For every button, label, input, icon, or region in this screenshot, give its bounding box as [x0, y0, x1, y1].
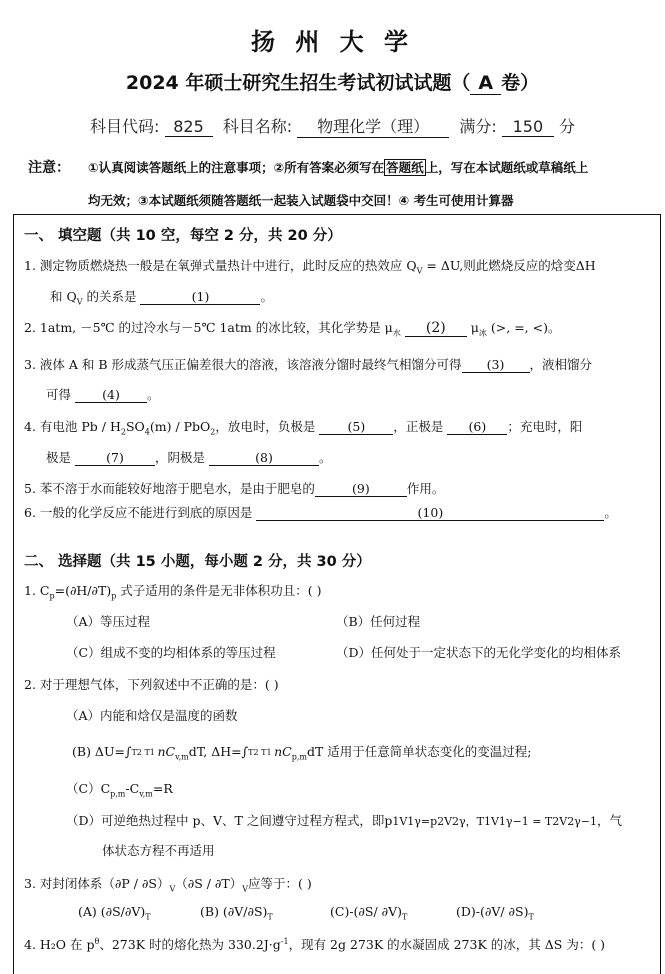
blank-3: (3): [462, 357, 530, 373]
s1-q2-mu2: μ: [470, 320, 479, 335]
blank-9: (9): [315, 481, 407, 497]
s2-q2b-text-c: dT, ΔH=∫: [188, 744, 249, 759]
s1-q2: [24, 318, 560, 339]
blank-5: (5): [319, 419, 393, 435]
score-label: 满分:: [459, 117, 497, 136]
s2-q1-option-d: （D）任何处于一定状态下的无化学变化的均相体系: [336, 645, 622, 660]
s2-q1-text: 1. C: [24, 583, 50, 598]
s1-q1-line1: [24, 256, 596, 276]
s2-q1: [24, 581, 322, 601]
s2-q3-text-c: 应等于：( ): [248, 876, 312, 891]
s2-q4-text-c: ，现有 2g 273K 的水凝固成 273K 的冰，其 ΔS 为：( ): [288, 937, 606, 952]
s2-q2b-text-d: nC: [270, 744, 292, 759]
s2-q1-sub2: p: [111, 591, 117, 601]
code-label: 科目代码:: [90, 117, 160, 136]
s2-q3: [24, 874, 312, 894]
blank-7: (7): [75, 450, 155, 466]
s2-q4-text-b: 、273K 时的熔化热为 330.2J·g: [99, 937, 281, 952]
s2-q4: [24, 935, 605, 953]
s2-q3c-sub: T: [402, 912, 408, 922]
s2-q2c-text-c: =R: [152, 781, 173, 796]
s1-q2-text-c: (>, =, <)。: [490, 320, 561, 335]
notice-line-2: 均无效；③本试题纸须随答题纸一起装入试题袋中交回！④ 考生可使用计算器: [88, 193, 514, 208]
s1-q4-sub3: 2: [210, 427, 216, 437]
s2-q3c-text: (C)-(∂S/ ∂V): [330, 904, 402, 919]
s2-q3b-sub: T: [267, 912, 273, 922]
university-name: 扬 州 大 学: [250, 28, 415, 56]
name-value: 物理化学（理）: [297, 114, 449, 138]
s2-q2d-text-b: ，气: [596, 813, 622, 828]
s2-q1-option-a: （A）等压过程: [66, 614, 151, 629]
s1-q4-line1: [24, 417, 582, 437]
s2-q3-option-c: [330, 904, 407, 922]
blank-2: (2): [405, 320, 467, 337]
s2-q2b-text-a: (B) ΔU=∫: [72, 744, 132, 759]
notice-line-1b: 上，写在本试题纸或草稿纸上: [425, 160, 589, 175]
s2-q1-text-b: =(∂H/∂T): [54, 583, 112, 598]
s1-q1-line2: 和 $Q_V$ 的关系是 (1) 。: [50, 289, 273, 307]
subject-meta: [0, 114, 665, 138]
s1-q4-text-a3: (m) / PbO: [149, 419, 211, 434]
blank-10: (10): [256, 505, 604, 521]
section1-heading: 一、 填空题（共 10 空，每空 2 分，共 20 分）: [24, 228, 342, 244]
s1-q4-text-b: ，正极是: [393, 419, 444, 434]
blank-6: (6): [447, 419, 507, 435]
s1-q5: [24, 479, 444, 497]
s2-q2c-text-b: -C: [125, 781, 140, 796]
s2-q2-option-d-line2: 体状态方程不再适用: [102, 843, 215, 858]
s2-q3-option-b: [200, 904, 273, 922]
s1-q6: 6. 一般的化学反应不能进行到底的原因是 (10) 。: [24, 505, 617, 520]
s2-q2c-sub1: p,m: [110, 789, 126, 799]
s2-q3b-text: (B) (∂V/∂S): [200, 904, 268, 919]
s2-q2-option-b: [72, 742, 532, 762]
s1-q6-text-a: 6. 一般的化学反应不能进行到底的原因是: [24, 505, 253, 520]
notice-boxed-word: 答题纸: [386, 160, 424, 175]
s2-q4-sup2: -1: [280, 936, 289, 946]
s2-q3d-text: (D)-(∂V/ ∂S): [456, 904, 529, 919]
blank-4: (4): [75, 387, 147, 403]
s1-q5-text-a: 5. 苯不溶于水而能较好地溶于肥皂水，是由于肥皂的: [24, 481, 315, 496]
s1-q2-text-a: 2. 1atm, －5℃ 的过冷水与－5℃ 1atm 的冰比较，其化学势是 μ: [24, 320, 393, 335]
s2-q1-sub: p: [49, 591, 55, 601]
s2-q2b-sub2: p,m: [291, 752, 307, 762]
section2-heading: 二、 选择题（共 15 小题，每小题 2 分，共 30 分）: [24, 554, 371, 570]
s2-q2b-limits-1: T2 T1: [131, 748, 155, 757]
score-value: 150: [502, 117, 554, 137]
notice-label: 注意：: [28, 160, 70, 176]
s1-q1-text-b2: 的关系是: [82, 289, 137, 304]
s2-q2-option-c: [66, 779, 173, 799]
exam-title: [0, 68, 665, 95]
s1-q1-sub-a: V: [416, 266, 423, 276]
s1-q4-text-d: 极是: [46, 450, 72, 465]
s1-q1-text-a: 1. 测定物质燃烧热一般是在氧弹式量热计中进行，此时反应的热效应 Q: [24, 258, 417, 273]
s2-q4-text: 4. H₂O 在 p: [24, 937, 95, 952]
s1-q4-text-a: 4. 有电池 Pb / H: [24, 419, 121, 434]
s2-q1-option-b: （B）任何过程: [336, 614, 421, 629]
s2-q2: 2. 对于理想气体，下列叙述中不正确的是：( ): [24, 677, 279, 692]
s2-q3d-sub: T: [528, 912, 534, 922]
blank-1: (1): [140, 289, 260, 305]
s2-q3-option-a: [78, 904, 151, 922]
exam-title-suffix: 卷）: [501, 72, 540, 94]
s1-q1-text-a2: = ΔU,则此燃烧反应的焓变ΔH: [422, 258, 596, 273]
s2-q2-option-a: （A）内能和焓仅是温度的函数: [66, 708, 238, 723]
s1-q5-text-b: 作用。: [406, 481, 445, 496]
s1-q3-line2: 可得 (4) 。: [46, 387, 160, 402]
s2-q4-sup: θ: [94, 936, 100, 946]
s2-q2-option-d-line1: [66, 811, 622, 829]
code-value: 825: [165, 117, 213, 137]
s1-q3-line1: [24, 355, 592, 373]
s1-q4-line2: 极是 (7) ，阴极是 (8) 。: [46, 450, 332, 465]
s2-q3-option-d: [456, 904, 534, 922]
paper-version: A: [470, 72, 501, 95]
s2-q2b-text-e: dT 适用于任意简单状态变化的变温过程;: [306, 744, 532, 759]
s2-q2d-equation: 1V1γ=p2V2γ，T1V1γ−1 = T2V2γ−1: [392, 815, 597, 828]
s1-q3-text-b: ，液相馏分: [529, 357, 593, 372]
s1-q1-sub-b: V: [76, 297, 83, 307]
s2-q2b-limits-2: T2 T1: [248, 748, 272, 757]
s1-q2-sub2: 冰: [478, 328, 487, 338]
exam-title-prefix: 2024 年硕士研究生招生考试初试试题（: [125, 72, 471, 94]
s2-q3-text-b: （∂S / ∂T）: [175, 876, 243, 891]
s1-q4-text-e: ，阴极是: [155, 450, 206, 465]
notice-line-1a: ①认真阅读答题纸上的注意事项；②所有答案必须写在: [88, 160, 385, 175]
s2-q2b-sub1: v,m: [175, 752, 189, 762]
s1-q4-sub1: 2: [120, 427, 126, 437]
s2-q2c-text: （C）C: [66, 781, 111, 796]
s2-q3-sub2: V: [242, 884, 249, 894]
s1-q4-text-a2: SO: [125, 419, 145, 434]
notice-line-1: [88, 158, 588, 176]
s1-q4-text-a4: ，放电时，负极是: [215, 419, 316, 434]
name-label: 科目名称:: [222, 117, 293, 136]
s2-q2b-text-b: nC: [153, 744, 176, 759]
s1-q4-text-c: ；充电时，阳: [507, 419, 583, 434]
s1-q4-sub2: 4: [144, 427, 150, 437]
s1-q2-sub1: 水: [392, 328, 401, 338]
s2-q3-text: 3. 对封闭体系（∂P / ∂S）: [24, 876, 170, 891]
s2-q3a-text: (A) (∂S/∂V): [78, 904, 146, 919]
s1-q3-text-a: 3. 液体 A 和 B 形成蒸气压正偏差很大的溶液，该溶液分馏时最终气相馏分可得: [24, 357, 462, 372]
s2-q2c-sub2: v,m: [139, 789, 153, 799]
s1-q3-text-c: 可得: [46, 387, 72, 402]
score-unit: 分: [558, 117, 575, 136]
s2-q3a-sub: T: [145, 912, 151, 922]
s2-q3-sub1: V: [169, 884, 176, 894]
s2-q1-text-c: 式子适用的条件是无非体积功且：( ): [116, 583, 322, 598]
s2-q2d-text-a: （D）可逆绝热过程中 p、V、T 之间遵守过程方程式，即p: [66, 813, 393, 828]
s1-q1-text-b: 和 Q: [50, 289, 77, 304]
blank-8: (8): [209, 450, 319, 466]
s2-q1-option-c: （C）组成不变的均相体系的等压过程: [66, 645, 276, 660]
